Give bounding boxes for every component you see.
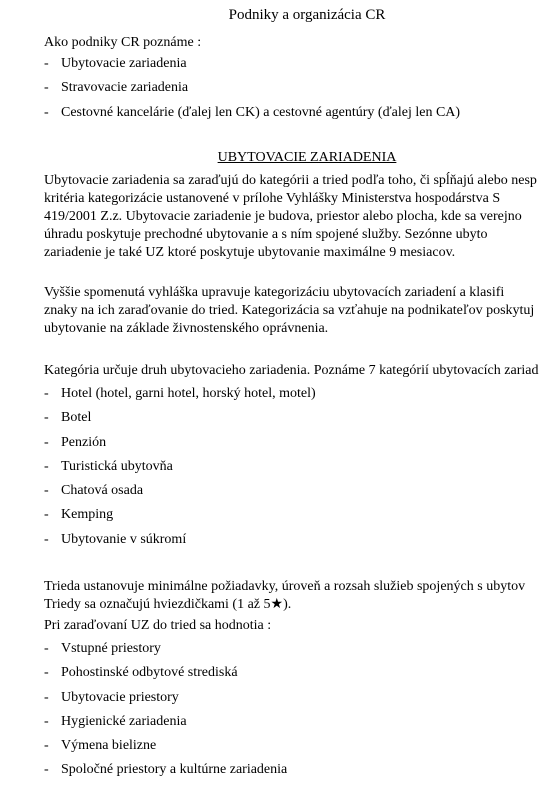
- paragraph-line: Vyššie spomenutá vyhláška upravuje kategorizáciu ubytovacích zariadení a klasifi: [44, 285, 505, 300]
- paragraph-5: Pri zaraďovaní UZ do tried sa hodnotia :: [44, 618, 272, 633]
- list-item: [44, 409, 316, 433]
- list-item: [44, 737, 287, 761]
- list-item-text: Turistická ubytovňa: [61, 458, 173, 474]
- list-item: [44, 434, 316, 458]
- paragraph-line: úhradu poskytuje prechodné ubytovanie a s ním spojené služby. Sezónne ubyto: [44, 227, 488, 242]
- paragraph-line: Trieda ustanovuje minimálne požiadavky, úroveň a rozsah služieb spojených s ubytov: [44, 579, 526, 594]
- dash-bullet: -: [44, 689, 49, 705]
- list-item: [44, 689, 287, 713]
- list-item: [44, 713, 287, 737]
- list-item-text: Cestovné kancelárie (ďalej len CK) a cestovné agentúry (ďalej len CA): [61, 104, 461, 120]
- list-item-text: Ubytovacie zariadenia: [61, 56, 187, 71]
- list-item: [44, 531, 316, 555]
- list-item: [44, 482, 316, 506]
- intro-list: [44, 55, 460, 128]
- list-item: [44, 506, 316, 530]
- dash-bullet: -: [44, 386, 49, 401]
- category-list: [44, 385, 316, 555]
- dash-bullet: -: [44, 531, 49, 547]
- list-item-text: Ubytovacie priestory: [61, 689, 179, 705]
- list-item: [44, 79, 460, 103]
- list-item-text: Ubytovanie v súkromí: [61, 531, 187, 547]
- list-item-text: Botel: [61, 410, 92, 426]
- intro-text: Ako podniky CR poznáme :: [44, 35, 202, 50]
- dash-bullet: -: [44, 56, 49, 71]
- list-item: [44, 104, 460, 128]
- dash-bullet: -: [44, 410, 49, 426]
- list-item-text: Spoločné priestory a kultúrne zariadenia: [61, 762, 288, 778]
- dash-bullet: -: [44, 713, 49, 729]
- dash-bullet: -: [44, 483, 49, 499]
- list-item-text: Chatová osada: [61, 483, 144, 499]
- list-item-text: Hygienické zariadenia: [61, 713, 187, 729]
- paragraph-3: Kategória určuje druh ubytovacieho zariadenia. Poznáme 7 kategórií ubytovacích zariad: [44, 363, 539, 378]
- paragraph-2: [44, 284, 540, 338]
- dash-bullet: -: [44, 104, 49, 120]
- dash-bullet: -: [44, 80, 49, 96]
- dash-bullet: -: [44, 641, 49, 656]
- paragraph-line: Ubytovacie zariadenia sa zaraďujú do kategórii a tried podľa toho, či spĺňajú alebo nesp: [44, 173, 537, 188]
- list-item: [44, 55, 460, 79]
- list-item: [44, 761, 287, 785]
- list-item: [44, 458, 316, 482]
- list-item-text: Stravovacie zariadenia: [61, 80, 189, 96]
- dash-bullet: -: [44, 762, 49, 778]
- list-item-text: Penzión: [61, 434, 107, 450]
- criteria-list: [44, 640, 287, 786]
- paragraph-1: [44, 172, 540, 262]
- paragraph-4: [44, 578, 540, 614]
- dash-bullet: -: [44, 738, 49, 754]
- list-item: [44, 664, 287, 688]
- paragraph-line: 419/2001 Z.z. Ubytovacie zariadenie je budova, priestor alebo plocha, kde sa verejno: [44, 209, 522, 224]
- dash-bullet: -: [44, 458, 49, 474]
- list-item-text: Kemping: [61, 507, 114, 523]
- dash-bullet: -: [44, 665, 49, 681]
- list-item-text: Hotel (hotel, garni hotel, horský hotel, motel): [61, 386, 316, 401]
- paragraph-line: znaky na ich zaraďovanie do tried. Kategorizácia sa vzťahuje na podnikateľov poskytuj: [44, 303, 535, 318]
- paragraph-line: Triedy sa označujú hviezdičkami (1 až 5★).: [44, 597, 292, 612]
- list-item-text: Výmena bielizne: [61, 738, 157, 754]
- dash-bullet: -: [44, 434, 49, 450]
- dash-bullet: -: [44, 507, 49, 523]
- paragraph-line: zariadenie je také UZ ktoré poskytuje ubytovanie maximálne 9 mesiacov.: [44, 245, 456, 260]
- list-item-text: Pohostinské odbytové strediská: [61, 665, 238, 681]
- page-title: Podniky a organizácia CR: [228, 7, 386, 23]
- list-item: [44, 640, 287, 664]
- list-item-text: Vstupné priestory: [61, 641, 161, 656]
- paragraph-line: ubytovanie na základe živnostenského oprávnenia.: [44, 321, 329, 336]
- list-item: [44, 385, 316, 409]
- paragraph-line: kritéria kategorizácie ustanovené v prílohe Vyhlášky Ministerstva hospodárstva S: [44, 191, 501, 206]
- section-heading: UBYTOVACIE ZARIADENIA: [217, 150, 397, 165]
